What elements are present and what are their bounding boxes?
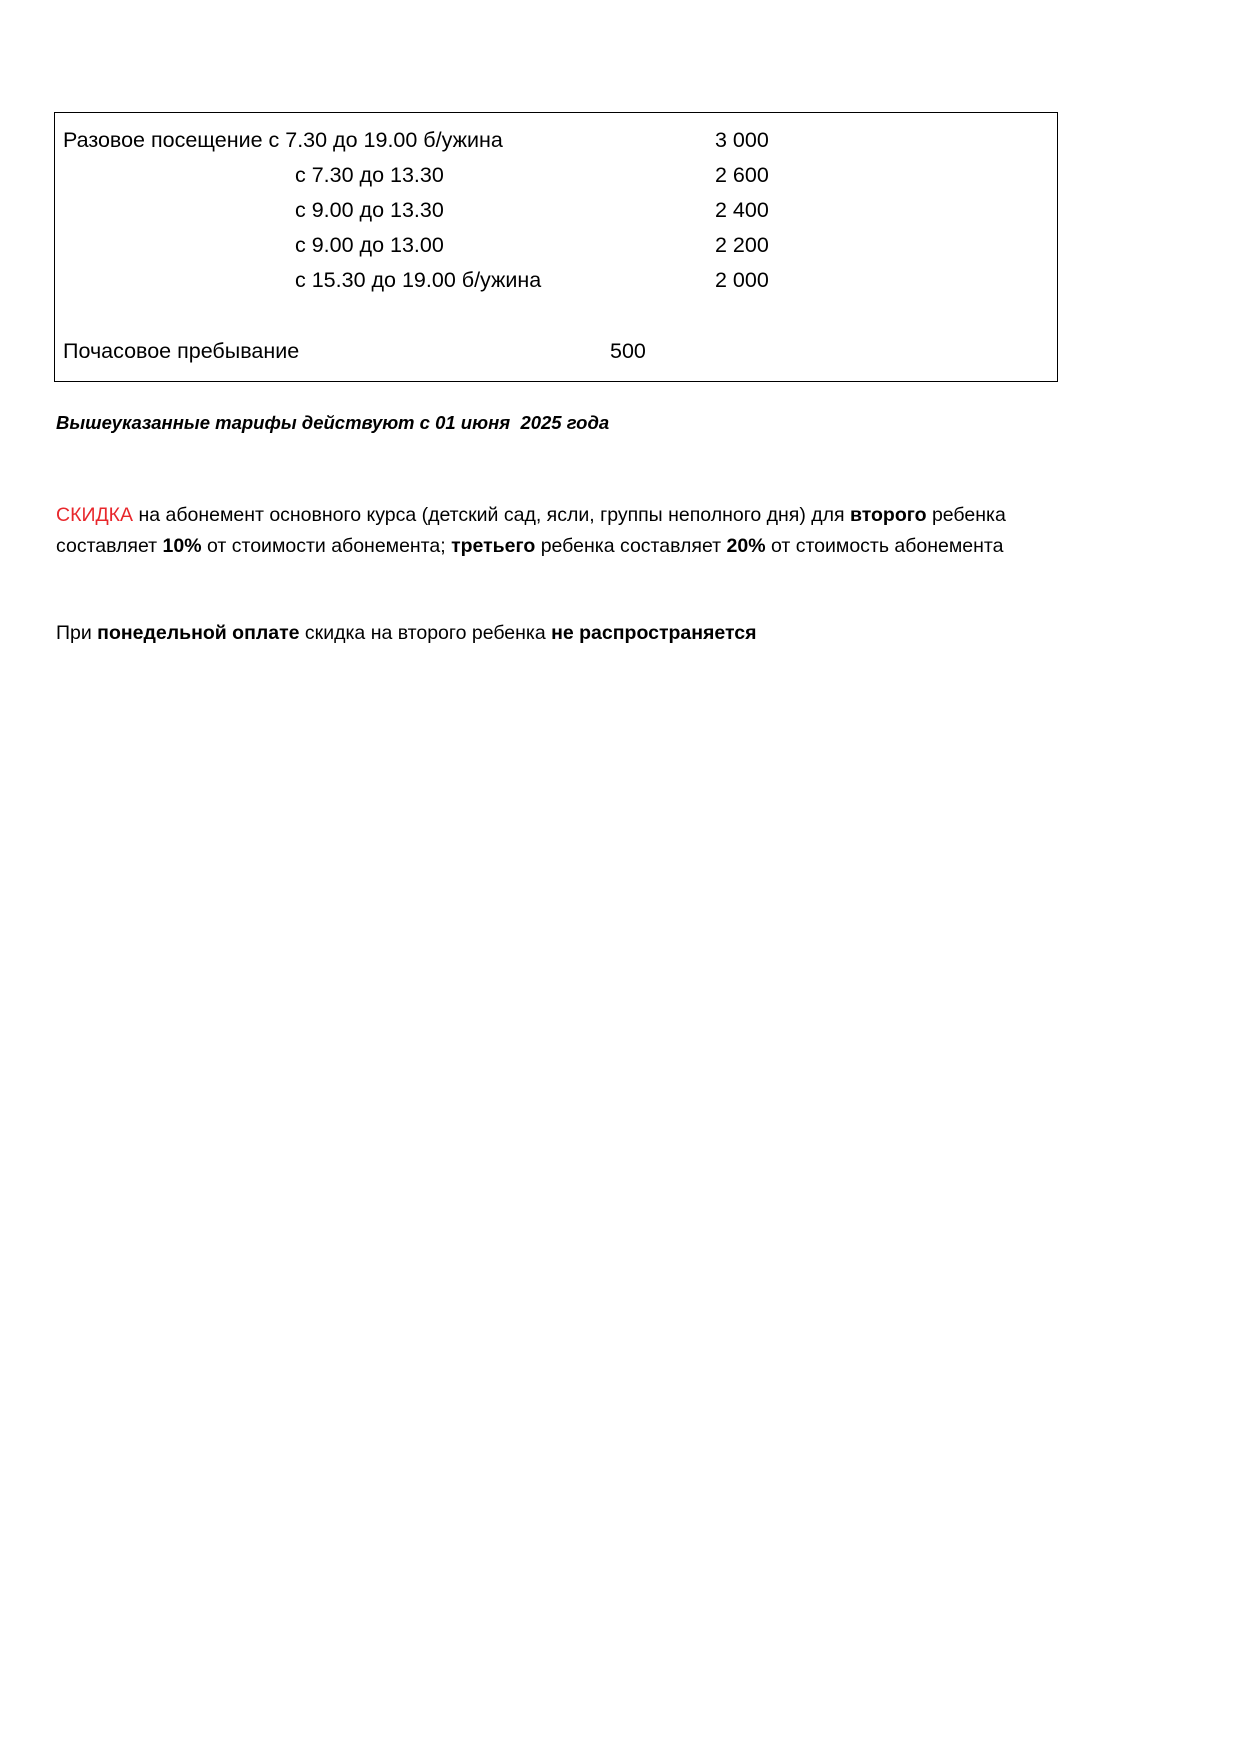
rate-label: с 9.00 до 13.30 [295, 198, 444, 222]
discount-keyword: СКИДКА [56, 504, 134, 526]
rate-label: с 7.30 до 13.30 [295, 163, 444, 187]
rate-price: 2 200 [715, 233, 769, 257]
discount-bold-4: 20% [726, 535, 766, 557]
discount-paragraph [56, 500, 1066, 562]
discount-text-5: от стоимость абонемента [765, 535, 1004, 557]
discount-bold-3: третьего [451, 535, 536, 557]
rate-price: 2 000 [715, 268, 769, 292]
weekly-bold-1: понедельной оплате [97, 622, 300, 644]
table-row [55, 158, 1057, 193]
hourly-price: 500 [610, 339, 646, 363]
weekly-payment-paragraph [56, 618, 1066, 649]
rate-label: с 15.30 до 19.00 б/ужина [295, 268, 542, 292]
table-row [55, 228, 1057, 263]
discount-text-3: от стоимости абонемента; [201, 535, 452, 557]
rate-label: Разовое посещение с 7.30 до 19.00 б/ужина [63, 128, 503, 152]
discount-text-4: ребенка составляет [535, 535, 727, 557]
discount-text-2: ребенка составляет [56, 504, 1006, 557]
weekly-text-2: скидка на второго ребенка [299, 622, 552, 644]
rate-label: с 9.00 до 13.00 [295, 233, 444, 257]
table-row [55, 263, 1057, 298]
discount-text-1: на абонемент основного курса (детский сад, ясли, группы неполного дня) для [133, 504, 850, 526]
discount-bold-2: 10% [162, 535, 202, 557]
table-row-hourly [55, 334, 1057, 369]
rate-price: 3 000 [715, 128, 769, 152]
weekly-bold-2: не распространяется [551, 622, 757, 644]
rate-price: 2 400 [715, 198, 769, 222]
hourly-label: Почасовое пребывание [63, 339, 300, 363]
discount-bold-1: второго [850, 504, 927, 526]
table-row [55, 123, 1057, 158]
tariff-notice: Вышеуказанные тарифы действуют с 01 июня 2025 года [56, 412, 610, 433]
table-row [55, 193, 1057, 228]
weekly-text-1: При [56, 622, 98, 644]
rates-table [54, 112, 1058, 382]
rate-price: 2 600 [715, 163, 769, 187]
